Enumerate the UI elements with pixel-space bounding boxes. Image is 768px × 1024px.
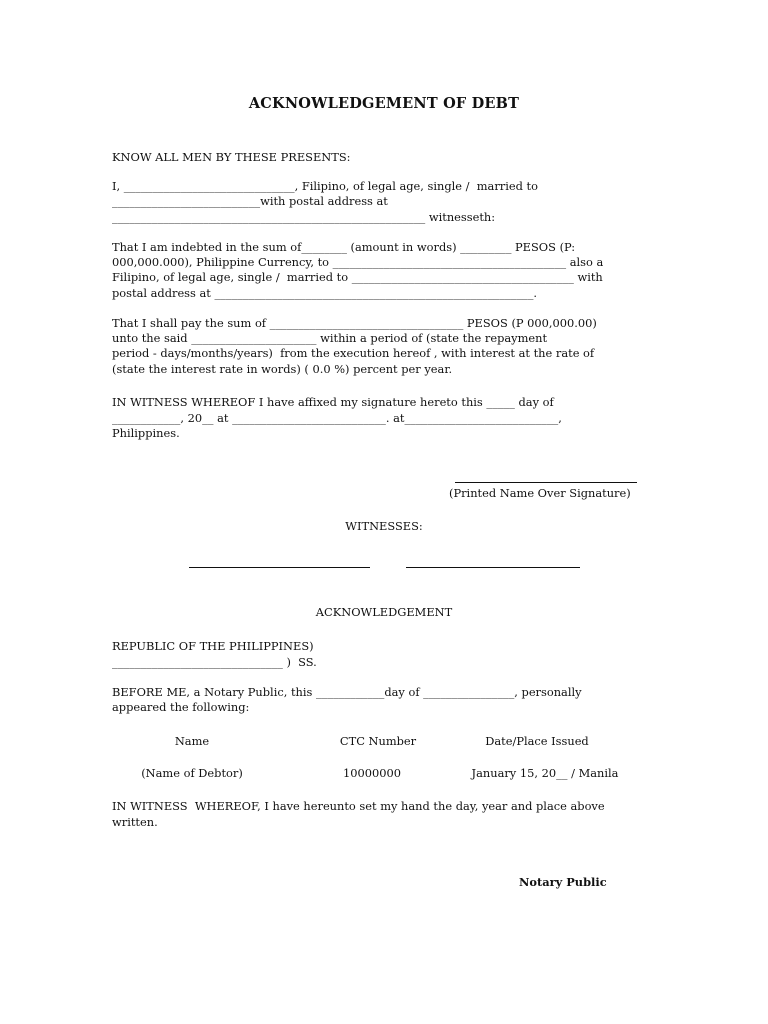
table-cell-name: (Name of Debtor) [141,766,243,780]
before-me-line-2: appeared the following: [112,700,250,714]
p4-line-3: Philippines. [112,426,180,440]
witnesses-heading: WITNESSES: [345,519,423,533]
table-header-name: Name [174,734,210,748]
closing-line-2: written. [112,815,158,829]
table-header-ctc: CTC Number [339,734,417,748]
table-cell-date-place: January 15, 20__ / Manila [471,766,619,780]
p2-line-1: That I am indebted in the sum of________ (amount in words) _________ PESOS (P: [112,240,576,254]
p3-line-1: That I shall pay the sum of __________________________________ PESOS (P 000,000.00) [112,316,597,330]
table-header-date-place: Date/Place Issued [485,734,589,748]
p2-line-3: Filipino, of legal age, single / married to _______________________________________ with [112,270,603,284]
p1-line-3: _______________________________________________________ witnesseth: [112,210,496,224]
venue-line-1: REPUBLIC OF THE PHILIPPINES) [112,639,314,653]
notary-public-label: Notary Public [519,875,607,889]
before-me-line-1: BEFORE ME, a Notary Public, this ____________day of ________________, personally [112,685,582,699]
p3-line-4: (state the interest rate in words) ( 0.0 %) percent per year. [112,362,453,376]
document-title: ACKNOWLEDGEMENT OF DEBT [248,95,520,112]
signature-line [455,482,637,483]
signature-caption: (Printed Name Over Signature) [449,486,631,500]
table-cell-ctc: 10000000 [343,766,401,780]
p4-line-2: ____________, 20__ at ___________________________. at___________________________, [112,411,562,425]
acknowledgement-heading: ACKNOWLEDGEMENT [315,605,453,619]
p1-line-1: I, ______________________________, Filipino, of legal age, single / married to [112,179,538,193]
witness-2-line [406,567,580,568]
p2-line-4: postal address at ________________________________________________________. [112,286,538,300]
p2-line-2: 000,000.000), Philippine Currency, to _________________________________________ also a [112,255,604,269]
p4-line-1: IN WITNESS WHEREOF I have affixed my signature hereto this _____ day of [112,395,554,409]
witness-1-line [189,567,370,568]
p3-line-2: unto the said ______________________ within a period of (state the repayment [112,331,548,345]
opening-line: KNOW ALL MEN BY THESE PRESENTS: [112,150,351,164]
p3-line-3: period - days/months/years) from the execution hereof , with interest at the rate of [112,346,595,360]
p1-line-2: __________________________with postal address at [112,194,388,208]
closing-line-1: IN WITNESS WHEREOF, I have hereunto set my hand the day, year and place above [112,799,605,813]
venue-line-2: ______________________________ ) SS. [112,655,317,669]
